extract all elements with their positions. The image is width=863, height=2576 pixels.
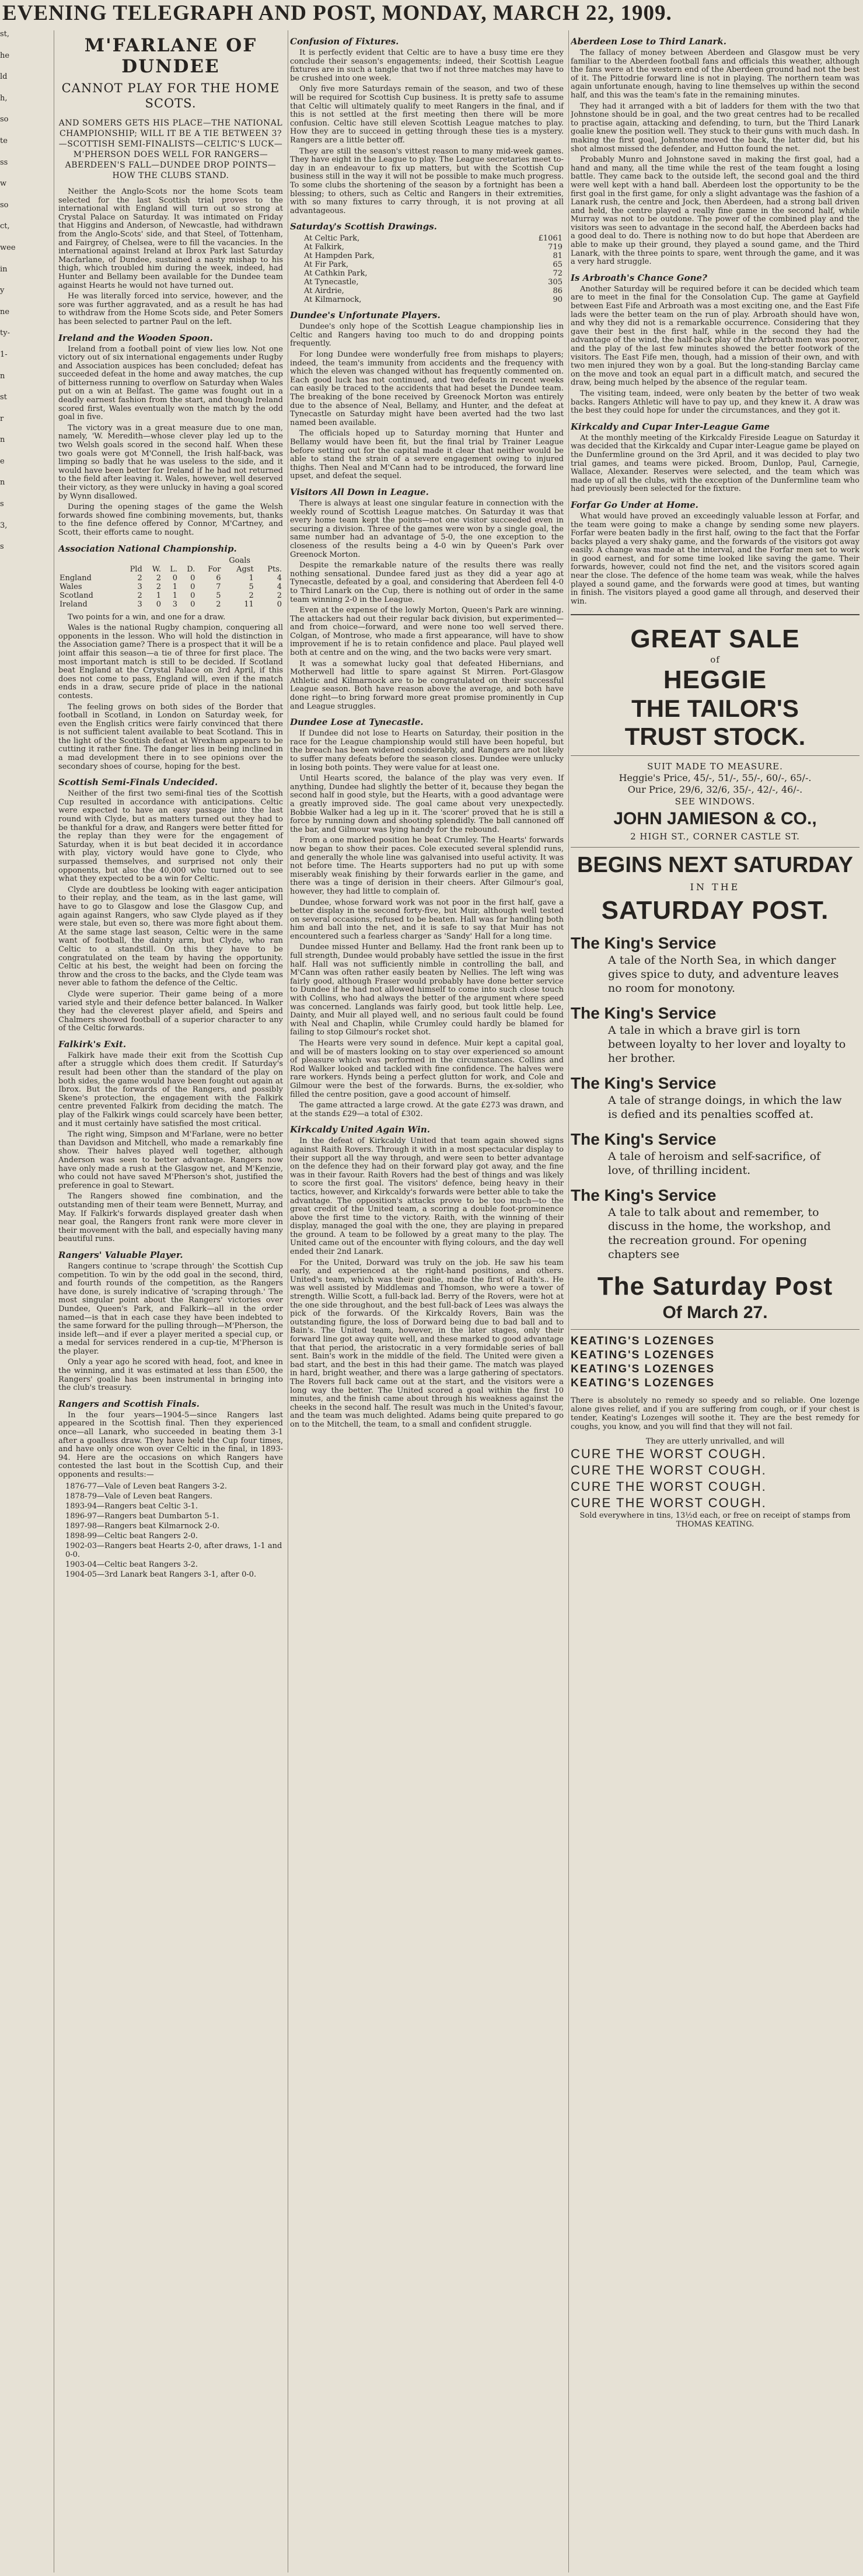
margin-fragment: 1-: [0, 350, 8, 359]
table-cell: At Cathkin Park,: [304, 269, 368, 278]
table-cell: At Airdrie,: [304, 287, 344, 296]
table-cell: 72: [553, 269, 562, 278]
table-cell: 0: [172, 573, 178, 583]
paragraph: Another Saturday will be required before it can be decided which team are to meet in the final for the Consolation Cup. The game at Gayfield between East Fife and Arbroath was a most exciting one, and the East Fife lads were the better team on the run of play. Arbroath should have won, and why they did not is a remarkable occurrence. Considering that they gave their best in the first half, while in the second they had the advantage of the wind, the half-back play of the Arbroath men was poorer, and the play of the last few minutes showed the better footwork of the visitors. The East Fife men, though, had a mission of their own, and with two men injured they won by a goal. But the long-standing Barclay came on the move and took an equal part in a difficult match, and secured the draw, being much helped by the absence of the regular team.: [571, 284, 859, 388]
section-body: [290, 49, 564, 215]
paragraph: The Rangers showed fine combination, and the outstanding men of their team were Bennett, Murray, and May. If Falkirk's forwards displayed greater dash when near goal, the Rangers front rank were more clever in their movement with the ball, and especially having many beautiful runs.: [58, 1192, 283, 1244]
section-body: [290, 500, 564, 711]
cure-line: CURE THE WORST COUGH.: [571, 1479, 767, 1494]
section-heading: Is Arbroath's Chance Gone?: [571, 272, 707, 283]
section-heading: Forfar Go Under at Home.: [571, 499, 698, 510]
margin-fragment: ld: [0, 72, 8, 82]
margin-fragment: st,: [0, 30, 10, 39]
table-cell: 6: [216, 573, 221, 583]
paragraph: Neither the Anglo-Scots nor the home Scots team selected for the last Scottish trial proves to the international with England will turn out so strong at Crystal Palace on Saturday. It was intimated on Friday that Higgins and Anderson, of Newcastle, had withdrawn from the Anglo-Scots' side, and that Steel, of Tottenham, and Fairgrey, of Chelsea, were to fill the vacancies. In the international against Ireland at Ibrox Park last Saturday Macfarlane, of Dundee, sustained a nasty mishap to his thigh, which troubled him during the week, indeed, had Hunter and Bellamy been available for the Dundee team against Hearts he would not have turned out.: [58, 187, 283, 290]
story-text: A tale of strange doings, in which the law is defied and its penalties scoffed at.: [608, 1094, 842, 1121]
section-heading: Visitors All Down in League.: [290, 486, 429, 497]
cure-line: CURE THE WORST COUGH.: [571, 1446, 767, 1462]
paragraph: The game attracted a large crowd. At the gate £273 was drawn, and at the stands £29—a total of £302.: [290, 1101, 564, 1118]
table-header-cell: [58, 565, 119, 574]
paragraph: They had it arranged with a bit of ladders for them with the two that Johnstone should be in goal, and the two great centres had to be recalled to practise again, attacking and defending, to turn, but the Third Lanark goalie knew the position well. They stuck to their guns with much dash. In making the first goal, Johnstone moved the back, the latter did, but his shot almost missed the defender, and Hutton found the net.: [571, 102, 859, 154]
paragraph: Clyde are doubtless be looking with eager anticipation to their replay, and the team, as in the last game, will have to go to Glasgow and lose the Glasgow Cup, and again against Rangers, who saw Clyde played as if they were stale, but even so, there was more fight about them. At the same stage last season, Celtic were in the same want of football, the dainty arm, but Clyde, who ran Celtic to a standstill. On this they have to be congratulated on the team by having the opportunity. Celtic at his best, the weight had been on forcing the throw and the cross to the backs, and the Clyde team was never able to fathom the defence of the Celtic.: [58, 885, 283, 988]
table-cell: At Hampden Park,: [304, 252, 375, 261]
section-heading: Dundee's Unfortunate Players.: [290, 310, 441, 321]
section-heading: Confusion of Fixtures.: [290, 36, 399, 47]
margin-fragment: so: [0, 115, 9, 124]
list-item: 1878-79—Vale of Leven beat Rangers.: [65, 1491, 212, 1501]
headline: M'FARLANE OF DUNDEE: [84, 35, 257, 77]
story-list: [571, 933, 859, 1261]
margin-fragment: r: [0, 414, 4, 423]
lozenge-will: They are utterly unrivalled, and will: [645, 1437, 785, 1446]
table-cell: £1061: [538, 234, 562, 243]
table-cell: 1: [156, 591, 161, 600]
paragraph: For the United, Dorward was truly on the job. He saw his team early, and experienced at the right-hand positions, and others. United's team, which was their goalie, made the first of Raith's.. He was well assisted by Middlemas and Thomson, who were a tower of strength. Willie Scott, a full-back lad. Berry of the Rovers, were hot at the one side throughout, and the best full-back of Lees was always the pick of the forwards. Of the Kirkcaldy Rovers, Bain was the outstanding figure, the loss of Dorward being due to bad ball and to Bain's. The United team, however, in the later stages, only their forward line got away quite well, and these marked to good advantage that that period, the aristocratic in a very formidable series of ball sent. Bain's work in the middle of the field. The United were given a bad start, and the best in this had their game. The match was played in hard, bright weather, and there was a large gathering of spectators. The Rovers full back came out at the start, and the visitors were a long way the better. The United scored a goal within the first 10 minutes, and the finish came about through his weakness against the cheeks in the second half. The result was much in the United's favour, and the team was much delighted. Adams being quite prepared to go on to the Mitchell, the team, to a small and confident struggle.: [290, 1258, 564, 1429]
table-header-cell: For: [208, 564, 221, 574]
table-cell: 0: [156, 599, 161, 609]
paragraph: The right wing, Simpson and M'Farlane, were no better than Davidson and Mitchell, who made a remarkably fine show. Their halves played well together, although Anderson was seen to better advantage. Rangers now have only made a rush at the Glasgow net, and M'Kenzie, who could not have saved M'Pherson's shot, justified the preference in goal to Stewart.: [58, 1130, 283, 1190]
heggie-advert: [571, 614, 859, 1529]
table-cell: 11: [244, 599, 254, 609]
lozenge-line: KEATING'S LOZENGES: [571, 1363, 715, 1376]
table-cell: 2: [156, 582, 161, 591]
margin-fragment: ct,: [0, 222, 10, 231]
championship-table: [58, 556, 283, 609]
table-cell: 1: [172, 591, 178, 600]
paragraph: Even at the expense of the lowly Morton, Queen's Park are winning. The attackers had out their regular back division, but experimented—and from choice—forward, and were none too well served there. Colgan, of Montrose, who made a first appearance, will have to show improvement if he is to retain confidence and place. Paul played well both at centre and on the wing, and the two backs were very smart.: [290, 606, 564, 658]
lozenge-foot: Sold everywhere in tins, 13½d each, or free on receipt of stamps from THOMAS KEATING.: [579, 1511, 851, 1529]
intro: [58, 188, 283, 327]
table-header-cell: L.: [170, 564, 178, 574]
story-title: The King's Service: [571, 1186, 717, 1205]
story-text: A tale in which a brave girl is torn between loyalty to her lover and loyalty to her brother.: [608, 1024, 846, 1065]
paragraph: The victory was in a great measure due to one man, namely, 'W. Meredith—whose clever play led up to the two Welsh goals scored in the second half. When these two goals were got M'Connell, the Irish half-back, was limping so badly that he was useless to the side, and it would have been better for Ireland if he had not returned to the field after leaving it. Wales, however, well deserved their victory, as they were unlucky in having a goal scored by Wynn disallowed.: [58, 423, 284, 501]
table-row: [58, 574, 283, 583]
lozenge-note: There is absolutely no remedy so speedy and so reliable. One lozenge alone gives relief, and if you are suffering from cough, or if your chest is tender, Keating's Lozenges will soothe it. They are the best remedy for coughs, you know, and you will find that they will not fail.: [571, 1396, 859, 1432]
section-heading: Kirkcaldy United Again Win.: [290, 1124, 430, 1135]
section-body: [58, 1411, 283, 1480]
table-cell: 5: [216, 591, 221, 600]
paragraph: Falkirk have made their exit from the Scottish Cup after a struggle which does them credit. If Saturday's result had been other than the standard of the play on both sides, the game would have been fought out again at Ibrox. But the forwards of the Rangers, and possibly Skene's protection, the engagement with the Falkirk centre prevented Falkirk from deciding the match. The play of the Falkirk wings could scarcely have been better, and it must certainly have satisfied the most critical.: [58, 1051, 283, 1128]
paragraph: In the four years—1904-5—since Rangers last appeared in the Scottish final. Then they experienced once—all Lanark, who succeeded in beating them 3-1 after a goalless draw. They have held the Cup four times, and have only once won over Celtic in the final, in 1893-94. Here are the occasions on which Rangers have contested the last bout in the Scottish Cup, and their opponents and results:—: [58, 1410, 283, 1479]
section-body: [571, 434, 859, 494]
table-cell: 0: [190, 582, 195, 591]
post-final: The Saturday Post: [597, 1272, 833, 1301]
story-text: A tale of the North Sea, in which danger gives spice to duty, and adventure leaves no room for monotony.: [608, 954, 839, 995]
table-cell: Ireland: [60, 599, 88, 609]
story-text: A tale of heroism and self-sacrifice, of love, of thrilling incident.: [608, 1150, 821, 1177]
cure-line: CURE THE WORST COUGH.: [571, 1463, 767, 1478]
paragraph: Only a year ago he scored with head, foot, and knee in the winning, and it was estimated at less than £500, the Rangers' goalie has been instrumental in bringing into the club's treasury.: [58, 1358, 283, 1393]
paragraph: There is always at least one singular feature in connection with the weekly round of Scottish League matches. On Saturday it was that every home team kept the points—not one visitor succeeded even in securing a division. Three of the games were won by a single goal, the same number had an advantage of 5-0, the one exception to the closeness of the results being a 4-0 win by Queen's Park over Greenock Morton.: [290, 499, 564, 559]
ad-address: 2 HIGH ST., CORNER CASTLE ST.: [630, 831, 800, 842]
margin-fragment: n: [0, 371, 5, 381]
table-cell: England: [60, 573, 92, 583]
table-header: [58, 565, 283, 574]
column-3: [571, 30, 859, 2572]
table-cell: 719: [548, 243, 562, 252]
list-item: 1902-03—Rangers beat Hearts 2-0, after draws, 1-1 and 0-0.: [65, 1541, 282, 1559]
ad-suit: SUIT MADE TO MEASURE.: [647, 761, 783, 772]
post-begins: BEGINS NEXT SATURDAY: [577, 853, 853, 878]
story-item: [571, 1130, 859, 1177]
post-in-the: IN THE: [690, 881, 740, 893]
margin-fragment: n: [0, 435, 5, 445]
paragraph: Probably Munro and Johnstone saved in making the first goal, had a hand and many, all the time while the rest of the team fought a losing battle. They came back to the outside left, the second goal and the third were well kept with a hand ball. Aberdeen lost the opportunity to be the first goal in the first game, for only a slight advantage was the fashion of a Lanark rush, the centre and Jock, then Aberdeen, had a strong ball driven and held, the centre played a really fine game in the second half, while Murray was not to be outdone. The power of the combined play and the visitors was seen to advantage in the second half, the Aberdeen backs had a good deal to do. There is nothing now to do but hope that Aberdeen are able to make up their ground, they played a sound game, and the Third Lanark, with the three points to spare, went through the game, and it was a very hard struggle.: [571, 155, 859, 267]
list-item: 1897-98—Rangers beat Kilmarnock 2-0.: [65, 1521, 220, 1531]
table-header-cell: Pld: [130, 564, 142, 574]
table-cell: At Falkirk,: [304, 243, 344, 252]
section-heading: Falkirk's Exit.: [58, 1038, 127, 1050]
margin-fragment: w: [0, 179, 7, 189]
list-item: 1876-77—Vale of Leven beat Rangers 3-2.: [65, 1482, 228, 1491]
paragraph: At the monthly meeting of the Kirkcaldy Fireside League on Saturday it was decided that the Kirkcaldy and Cupar inter-League game be played on the Dunfermline ground on the 3rd April, and it was decided to play two trial games, and teams were picked. Broom, Dunlop, Paul, Carnegie, Wallace, Alexander. Reserves were selected, and the team which was made up of all the clubs, with the exception of the Dunfermline team who had previously been selected for the fixture.: [571, 433, 859, 494]
margin-fragment: ty-: [0, 329, 10, 338]
story-title: The King's Service: [571, 1130, 717, 1149]
margin-fragment: s: [0, 500, 4, 509]
lozenge-line: KEATING'S LOZENGES: [571, 1377, 715, 1390]
section-heading: Saturday's Scottish Drawings.: [290, 221, 437, 232]
paragraph: Clyde were superior. Their game being of a more varied style and their defence better balanced. In Walker they had the cleverest player afield, and Speirs and Chalmers showed football of a superior character to any of the Celtic forwards.: [58, 989, 283, 1033]
margin-fragment: n: [0, 478, 5, 487]
table-cell: 4: [277, 573, 282, 583]
table-cell: 3: [137, 582, 142, 591]
table-cell: 86: [553, 287, 562, 296]
lozenge-line: KEATING'S LOZENGES: [571, 1335, 715, 1348]
table-row: [290, 269, 564, 278]
margin-fragment: ne: [0, 307, 10, 316]
section-heading: Dundee Lose at Tynecastle.: [290, 717, 424, 728]
column-1: [58, 30, 288, 2572]
paragraph: The officials hoped up to Saturday morning that Hunter and Bellamy would have been fit, but the final trial by Trainer League before setting out for the capital made it clear that neither would be able to stand the strain of a severe engagement owing to injured thighs. Then Neal and M'Cann had to be introduced, the forward line upset, and defeat the sequel.: [290, 429, 564, 481]
table-row: [58, 591, 283, 600]
paragraph: Ireland from a football point of view lies low. Not one victory out of six international engagements under Rugby and Association auspices has been concluded; defeat has succeeded defeat in the home and away matches, the cup of bitterness running to overflow on Saturday when Wales put on a win at Belfast. The game was fought out in a deadly earnest fashion from the start, and though Ireland scored first, Wales eventually won the match by the odd goal in five.: [58, 344, 283, 422]
story-item: [571, 1003, 859, 1065]
story-title: The King's Service: [571, 934, 717, 953]
table-cell: 2: [277, 591, 282, 600]
table-cell: 2: [156, 573, 161, 583]
table-cell: At Kilmarnock,: [304, 295, 362, 305]
ad-see-windows: SEE WINDOWS.: [675, 796, 756, 807]
table-cell: 305: [548, 278, 562, 287]
section-heading: Ireland and the Wooden Spoon.: [58, 332, 213, 343]
table-cell: 5: [249, 582, 254, 591]
story-item: [571, 1073, 859, 1121]
table-cell: 1: [172, 582, 178, 591]
table-cell: 0: [190, 591, 195, 600]
table-row: [290, 260, 564, 269]
table-header-cell: Pts.: [267, 564, 282, 574]
section-heading: Rangers and Scottish Finals.: [58, 1398, 200, 1409]
margin-fragment: 3,: [0, 521, 8, 530]
section-body: [290, 730, 564, 1118]
drawings-table: [290, 234, 564, 304]
section-body: [58, 1052, 283, 1244]
table-cell: 2: [137, 591, 142, 600]
table-row: [290, 234, 564, 243]
paragraph: Despite the remarkable nature of the results there was really nothing sensational. Dundee fared just as they did a year ago at Tynecastle, defeated by a goal, and considering that Aberdeen fell 4-0 to Third Lanark on the Cup, there is nothing out of order in the same team winning 2-0 in the League.: [290, 561, 564, 604]
margin-fragment: s: [0, 542, 4, 552]
margin-fragment: h,: [0, 93, 8, 103]
paragraph: The Hearts were very sound in defence. Muir kept a capital goal, and will be of masters looking on to stay over experienced so amount of pleasure which was performed in the circumstances. Collins and Rod Walker looked and tackled with fine confidence. The halves were rare workers. Hynds being a perfect glutton for work, and Cole and Gilmour were the best of the forwards. Burns, the ex-soldier, who filled the centre position, gave a good account of himself.: [290, 1039, 564, 1099]
paragraph: It is perfectly evident that Celtic are to have a busy time ere they conclude their season's engagements; indeed, their Scottish League fixtures are in such a tangle that two if not three matches may have to be crushed into one week.: [290, 48, 564, 83]
table-cell: 1: [249, 573, 254, 583]
story-title: The King's Service: [571, 1004, 717, 1023]
section-heading: Kirkcaldy and Cupar Inter-League Game: [571, 421, 770, 432]
table-cell: Scotland: [60, 591, 93, 600]
table-cell: At Tynecastle,: [304, 278, 359, 287]
list-item: 1893-94—Rangers beat Celtic 3-1.: [65, 1501, 198, 1511]
cure-line: CURE THE WORST COUGH.: [571, 1496, 767, 1511]
table-cell: At Fir Park,: [304, 260, 349, 270]
table-row: [290, 243, 564, 252]
section-body: [571, 49, 859, 267]
subheadline: CANNOT PLAY FOR THE HOME SCOTS.: [61, 81, 280, 110]
section-heading: Scottish Semi-Finals Undecided.: [58, 777, 218, 788]
table-cell: 4: [277, 582, 282, 591]
list-item: 1903-04—Celtic beat Rangers 3-2.: [65, 1560, 198, 1569]
section-heading: Association National Championship.: [58, 543, 237, 554]
table-cell: 65: [553, 260, 562, 270]
paragraph: Wales is the national Rugby champion, conquering all opponents in the lesson. Who will hold the distinction in the Association game? There is a prospect that it will be a joint affair this season—a tie of three for first place. The most important match is still to be decided. If Scotland beat England at the Crystal Palace on 3rd April, if this does not come to pass, England will, even if the match ends in a draw, secure pride of place in the national contests.: [58, 623, 283, 700]
table-header-cell: D.: [187, 564, 195, 574]
table-cell: 2: [137, 573, 142, 583]
lozenge-line: KEATING'S LOZENGES: [571, 1349, 715, 1362]
story-title: The King's Service: [571, 1074, 717, 1093]
margin-fragment: y: [0, 286, 5, 295]
table-cell: 2: [249, 591, 254, 600]
paragraph: Only five more Saturdays remain of the season, and two of these will be required for Scottish Cup business. It is pretty safe to assume that Celtic will ultimately qualify to meet Rangers in the final, and if this is not settled at the first meeting then there will be more confusion. Celtic have still eleven Scottish League matches to play. How they are to succeed in getting through these ties is a mystery. Rangers are a little better off.: [290, 85, 564, 145]
ad-heggie: HEGGIE: [663, 665, 767, 695]
paragraph: What would have proved an exceedingly valuable lesson at Forfar, and the team were going to make a change by sending some new players. Forfar were beaten badly in the first half, owing to the fact that the Forfar backs played a very shaky game, and the forwards of the visitors got away easily. A change was made at the interval, and the Forfar men set to work in good earnest, and for some time looked like saving the game. Their forwards, however, could not find the net, and the visitors scored again near the close. The defence of the home team was weak, while the halves played a sound game, and the forwards were good at times, but wanting in finish. The visitors played a good game all through, and deserved their win.: [571, 511, 859, 606]
table-cell: Wales: [60, 582, 82, 591]
margin-fragment: st: [0, 393, 7, 402]
list-item: 1898-99—Celtic beat Rangers 2-0.: [65, 1531, 198, 1540]
paragraph: Dundee, whose forward work was not poor in the first half, gave a better display in the second forty-five, but Muir, although well tested on several occasions, refused to be beaten. Hall was far handling both him and ball into the net, and it is safe to say that Muir has not encountered such a fearless charger as 'Sandy' Hall for a long time.: [290, 898, 564, 941]
paragraph: For long Dundee were wonderfully free from mishaps to players; indeed, the team's immunity from accidents and the frequency with which the eleven was changed without has frequently commented on. Each good luck has not continued, and two defeats in recent weeks can easily be traced to the accidents that had beset the Dundee team. The breaking of the bone received by Greenock Morton was entirely due to the absence of Neal, Bellamy, and Hunter, and the defeat at Tynecastle on Saturday might have been averted had the two last named been available.: [290, 350, 564, 427]
table-row: [290, 287, 564, 295]
paragraph: He was literally forced into service, however, and the sore was further aggravated, and as a result he has had to withdraw from the Home Scots side, and Peter Somers has been selected to partner Paul on the left.: [58, 292, 283, 326]
table-cell: 0: [277, 599, 282, 609]
section-body: [58, 790, 283, 1033]
ad-heggie-price: Heggie's Price, 45/-, 51/-, 55/-, 60/-, 65/-.: [619, 772, 812, 784]
lozenge-lines: [571, 1334, 859, 1390]
list-item: 1896-97—Rangers beat Dumbarton 5-1.: [65, 1511, 219, 1521]
ad-trust-stock: TRUST STOCK.: [624, 723, 806, 751]
story-item: [571, 1186, 859, 1261]
paragraph: Until Hearts scored, the balance of the play was very even. If anything, Dundee had slightly the better of it, because they began the second half in good style, but the Hearts, with a good advantage were a greatly improved side. The goal came about very unexpectedly. Bobbie Walker had a leg up in it. The 'scorer' proved that he is still a force by running down and shooting splendidly. The ball cannoned off the bar, and Gilmour was lying handy for the rebound.: [290, 774, 564, 834]
paragraph: From a one marked position he beat Crumley. The Hearts' forwards now began to show their paces. Cole executed several splendid runs, and generally the whole line was galvanised into useful activity. It was not before time. The Hearts supporters had no put up with some miserably weak finishing by their forwards earlier in the game, and there was a tinge of derision in their cheers. After Gilmour's goal, however, they had little to complain of.: [290, 836, 564, 896]
section-body: [58, 1263, 283, 1393]
section-body: [571, 513, 859, 606]
section-heading: Aberdeen Lose to Third Lanark.: [571, 36, 726, 47]
paragraph: Two points for a win, and one for a draw.: [68, 612, 226, 622]
margin-fragment: he: [0, 51, 10, 60]
paragraph: If Dundee did not lose to Hearts on Saturday, their position in the race for the League championship would still have been hopeful, but the breach has been widened considerably, and Rangers are not likely to suffer many defeats before the season closes. Dundee were unlucky in losing both points. They were value for at least one.: [290, 729, 564, 772]
margin-fragment: in: [0, 264, 8, 274]
section-body: [58, 346, 283, 538]
margin-fragment: te: [0, 136, 8, 145]
margin-fragment: e: [0, 456, 5, 466]
table-cell: 90: [553, 295, 562, 305]
masthead: EVENING TELEGRAPH AND POST, MONDAY, MARCH 22, 1909.: [2, 1, 672, 25]
table-row: [290, 278, 564, 287]
finals-list: [58, 1482, 283, 1579]
section-body: [290, 1137, 564, 1429]
ad-tailors: THE TAILOR'S: [631, 695, 799, 723]
paragraph: The fallacy of money between Aberdeen and Glasgow must be very familiar to the Aberdeen football fans and officials this weather, although the fans were at the western end of the Aberdeen ground had not the best of it. The Pittodrie forward line is not in playing. The northern team was again unfortunate enough, having to line themselves up within the second half, and this was the team's fate in the remaining minutes.: [571, 48, 859, 100]
paragraph: It was a somewhat lucky goal that defeated Hibernians, and Motherwell had little to spare against St Mirren. Port-Glasgow Athletic and Kilmarnock are to be congratulated on their successful League season. Both have reason above the average, and both have done right—to bring forward more great promise prominently in Cup and League struggles.: [290, 659, 564, 711]
ad-our-price: Our Price, 29/6, 32/6, 35/-, 42/-, 46/-.: [627, 784, 803, 796]
paragraph: The feeling grows on both sides of the Border that football in Scotland, in London on Saturday week, for even the English critics were fairly convinced that there is not sufficient talent available to beat Scotland. This in the light of the Scottish defeat at Wrexham appears to be cutting it rather fine. The danger lies in being inclined in a mad development there in to see opinions over the secondary shoes of course, hoping for the best.: [58, 702, 283, 771]
table-row: [58, 600, 283, 609]
paragraph: In the defeat of Kirkcaldy United that team again showed signs against Raith Rovers. Through it with in a most spectacular display to their support all the way through, and were seen to better advantage on the defence they had on their forward play got away, and the fine was in their favour. Raith Rovers had the best of things and was likely to score the first goal. The visitors' defence, being heavy in their tactics, however, and Kirkcaldy's forwards were better able to take the advantage. The opposition's attacks prove to be too much—to the great credit of the United team, a scoring a double foot-prominence above the first time to the victory. Raith, with the winning of their display, managed the goal with the one, they are playing in prepared the ground. A team to be followed by a great many to the play. The United came out of the encounter with flying colours, and the day well ended their 2nd Lanark.: [290, 1137, 564, 1257]
table-header-cell: W.: [152, 564, 161, 574]
table-cell: 81: [553, 252, 562, 261]
ad-great-sale: GREAT SALE: [630, 625, 800, 654]
paragraph: Neither of the first two semi-final ties of the Scottish Cup resulted in accordance with anticipations. Celtic were expected to have an easy passage into the last round with Clyde, but as matters turned out they had to be thankful for a draw, and Rangers were better fitted for the replay than they were for the engagement of Saturday, when it is but beat decided it in accordance with play, victory would have gone to Clyde, who surpassed themselves, and surprised not only their opponents, but also the 40,000 who turned out to see what they expected to be a win for Celtic.: [58, 789, 283, 884]
table-cell: 3: [172, 599, 178, 609]
table-cell: 3: [137, 599, 142, 609]
table-cell: At Celtic Park,: [304, 234, 360, 243]
column-2: [290, 30, 569, 2572]
table-cell: 2: [216, 599, 221, 609]
section-body: [290, 323, 564, 481]
table-cell: 7: [216, 582, 221, 591]
margin-fragment: wee: [0, 243, 16, 252]
section-body: [58, 614, 283, 772]
table-note: Goals: [229, 556, 251, 565]
table-cell: 0: [190, 573, 195, 583]
paragraph: During the opening stages of the game the Welsh forwards showed fine combining movements, but, thanks to the fine defence offered by Connor, M'Cartney, and Scott, their efforts came to nought.: [58, 503, 283, 537]
section-body: [571, 285, 859, 416]
paragraph: Dundee's only hope of the Scottish League championship lies in Celtic and Rangers having too much to do and dropping points frequently.: [290, 322, 564, 348]
deck: AND SOMERS GETS HIS PLACE—THE NATIONAL CHAMPIONSHIP; WILL IT BE A TIE BETWEEN 3?—SCOTTISH SEMI-FINALISTS—CELTIC'S LUCK—M'PHERSON DOES WELL FOR RANGERS—ABERDEEN'S FALL—DUNDEE DROP POINTS—HOW THE CLUBS STAND.: [58, 118, 283, 180]
paragraph: Rangers continue to 'scrape through' the Scottish Cup competition. To win by the odd goal in the second, third, and fourth rounds of the competition, as the Rangers have done, is surely indicative of 'scraping through.' The most singular point about the Rangers' victories over Dundee, Queen's Park, and Falkirk—all in the order named—is that in each case they have been indebted to the same forward for the pulling through—M'Pherson, the inside left—and if ever a player merited a special cup, or a medal for services rendered in a cup-tie, M'Pherson is the player.: [58, 1261, 283, 1356]
ad-jamieson: JOHN JAMIESON & CO.,: [613, 809, 817, 829]
paragraph: The visiting team, indeed, were only beaten by the better of two weak backs. Rangers Athletic will have to pay up, and they knew it. A draw was the best they could hope for under the circumstances, and they got it.: [571, 389, 859, 416]
table-cell: 0: [190, 599, 195, 609]
table-row: [58, 583, 283, 591]
section-heading: Rangers' Valuable Player.: [58, 1249, 183, 1260]
margin-fragment: so: [0, 200, 9, 210]
list-item: 1904-05—3rd Lanark beat Rangers 3-1, after 0-0.: [65, 1570, 257, 1579]
table-header-cell: Agst: [236, 564, 254, 574]
margin-column: [0, 30, 54, 2572]
post-date: Of March 27.: [662, 1303, 768, 1323]
cure-lines: [571, 1446, 859, 1511]
paragraph: Dundee missed Hunter and Bellamy. Had the front rank been up to full strength, Dundee would probably have settled the issue in the first half. Hall was not sufficiently nimble in controlling the ball, and M'Cann was often rather easily beaten by Nellies. The left wing was fairly good, although Fraser would probably have done better service to Dundee if he had not allowed himself to come into such close touch with Collins, who had always the better of the argument where speed was concerned. Langlands was fairly good, but took little help. Lee, Dainty, and Muir all played well, and no serious fault could be found with Neal and Chaplin, while Crumley could hardly be blamed for failing to stop Gilmour's rocket shot.: [290, 943, 564, 1037]
story-text: A tale to talk about and remember, to discuss in the home, the workshop, and the recreation ground. For opening chapters see: [608, 1206, 831, 1261]
ad-of: of: [710, 654, 720, 665]
table-row: [290, 295, 564, 304]
paragraph: They are still the season's vittest reason to many mid-week games. They have eight in the League to play. The League secretaries meet to-day in an endeavour to fix up matters, but with the Scottish Cup business still in the way it will not be possible to make much progress. To some clubs the shortening of the season by a fortnight has been a blessing; to others, such as Celtic and Rangers in their extremities, with so many fixtures to carry through, it is not proving at all advantageous.: [290, 147, 564, 215]
table-row: [290, 252, 564, 260]
margin-fragment: ss: [0, 158, 8, 167]
story-item: [571, 933, 859, 995]
post-paper: SATURDAY POST.: [601, 896, 829, 925]
